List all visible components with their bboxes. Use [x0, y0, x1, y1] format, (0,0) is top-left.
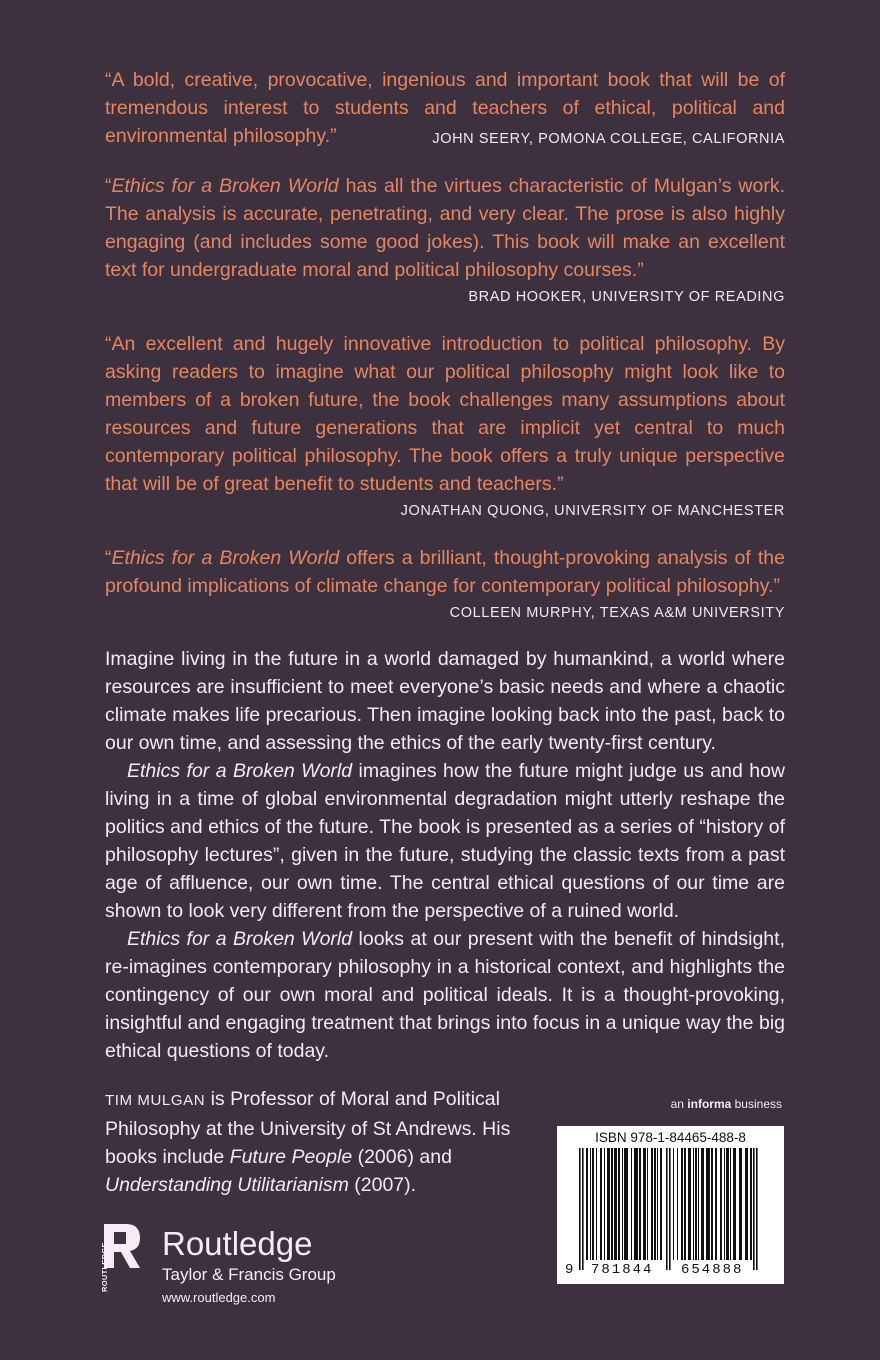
open-quote-mark: “ — [105, 175, 112, 197]
barcode-bar — [660, 1148, 662, 1260]
quote-text — [105, 172, 785, 284]
quote-seery — [105, 66, 785, 150]
author-name: TIM MULGAN — [105, 1092, 206, 1109]
routledge-logo-icon — [100, 1222, 144, 1294]
isbn-label: ISBN 978-1-84465-488-8 — [595, 1130, 746, 1145]
barcode-bar — [634, 1148, 638, 1260]
informa-prefix: an — [670, 1097, 688, 1111]
barcode-bar — [745, 1148, 748, 1260]
barcode-guard-bar — [582, 1148, 584, 1270]
barcode-bar — [677, 1148, 678, 1260]
review-quotes — [105, 66, 785, 646]
bio-text: (2006) and — [352, 1146, 452, 1168]
barcode-bar — [611, 1148, 613, 1260]
barcode-bar — [639, 1148, 641, 1260]
book-title: Ethics for a Broken World — [111, 547, 340, 569]
barcode-bar — [607, 1148, 610, 1260]
barcode-bar — [586, 1148, 588, 1260]
barcode-guard-bar — [753, 1148, 755, 1270]
book-title: Ethics for a Broken World — [127, 928, 353, 950]
quote-text — [105, 66, 785, 150]
logo-lettering: ROUTLEDGE — [100, 1242, 109, 1292]
book-title: Ethics for a Broken World — [111, 175, 339, 197]
barcode-bar — [643, 1148, 646, 1260]
barcode-bar — [624, 1148, 628, 1260]
author-bio — [105, 1085, 545, 1199]
barcode-bar — [651, 1148, 653, 1260]
publisher-group: Taylor & Francis Group — [162, 1265, 336, 1284]
bio-text: is Professor of Moral and Political Philosophy at the University of St Andrews. His books include — [105, 1088, 511, 1168]
barcode-bars-icon — [563, 1148, 778, 1270]
barcode-bar — [724, 1148, 725, 1260]
barcode-bar — [750, 1148, 752, 1260]
barcode-guard-bar — [666, 1148, 668, 1270]
barcode-bar — [706, 1148, 710, 1260]
description-paragraph-2 — [105, 757, 785, 925]
barcode-bar — [726, 1148, 729, 1260]
publisher-logo-block — [100, 1222, 400, 1305]
barcode-bar — [596, 1148, 597, 1260]
author-bio-text — [105, 1085, 545, 1199]
quote-source: JONATHAN QUONG, UNIVERSITY OF MANCHESTER — [400, 503, 785, 519]
barcode-digit-group-2: 654888 — [681, 1262, 744, 1278]
barcode-bar — [592, 1148, 594, 1260]
publisher-url: www.routledge.com — [162, 1290, 276, 1305]
barcode-guard-bar — [756, 1148, 758, 1270]
barcode-digits — [557, 1262, 784, 1282]
barcode-bar — [684, 1148, 686, 1260]
isbn-barcode — [557, 1126, 784, 1284]
barcode-bar — [618, 1148, 620, 1260]
informa-brand: informa — [687, 1097, 732, 1111]
quote-body: has all the virtues characteristic of Mulgan’s work. The analysis is accurate, penetrating, and very clear. The prose is also highly engaging (and includes some good jokes). This book will make an excellent text for undergraduate moral and political philosophy courses.” — [105, 175, 785, 281]
barcode-bar — [720, 1148, 722, 1260]
quote-text: “An excellent and hugely innovative introduction to political philosophy. By asking readers to imagine what our political philosophy might look like to members of a broken future, the book challenges many assumptions about resources and future generations that are implicit yet central to much contemporary political philosophy. The book offers a truly unique perspective that will be of great benefit to students and teachers.” — [105, 333, 785, 495]
barcode-bar — [688, 1148, 691, 1260]
barcode-bar — [654, 1148, 656, 1260]
barcode-bar — [590, 1148, 591, 1260]
barcode-bar — [711, 1148, 713, 1260]
barcode-bar — [604, 1148, 605, 1260]
barcode-bar — [715, 1148, 717, 1260]
barcode-bar — [600, 1148, 602, 1260]
barcode-bar — [614, 1148, 617, 1260]
paragraph-body: imagines how the future might judge us and how living in a time of global environmental degradation might utterly reshape the politics and ethics of the future. The book is presented as a series of “history of philosophy lectures”, given in the future, studying the classic texts from a past age of affluence, our own time. The central ethical questions of our time are shown to look very different from the perspective of a ruined world. — [105, 760, 785, 922]
informa-suffix: business — [731, 1097, 782, 1111]
book-title: Future People — [229, 1146, 353, 1168]
publisher-name: Routledge — [162, 1225, 313, 1262]
barcode-bar — [647, 1148, 648, 1260]
quote-body: “A bold, creative, provocative, ingenious and important book that will be of tremendous interest to students and teachers of ethical, political and environmental philosophy.” — [105, 69, 785, 147]
barcode-bar — [733, 1148, 736, 1260]
barcode-bar — [701, 1148, 704, 1260]
quote-source: COLLEEN MURPHY, TEXAS A&M UNIVERSITY — [449, 605, 785, 621]
quote-hooker — [105, 172, 785, 308]
barcode-bar — [657, 1148, 658, 1260]
barcode-bar — [698, 1148, 699, 1260]
barcode-bar — [693, 1148, 694, 1260]
quote-source: BRAD HOOKER, UNIVERSITY OF READING — [468, 289, 785, 305]
quote-source: JOHN SEERY, POMONA COLLEGE, CALIFORNIA — [432, 131, 785, 147]
book-title: Understanding Utilitarianism — [105, 1174, 349, 1196]
quote-text — [105, 544, 785, 600]
barcode-first-digit: 9 — [565, 1262, 574, 1278]
barcode-bar — [622, 1148, 623, 1260]
quote-murphy — [105, 544, 785, 624]
barcode-bar — [739, 1148, 742, 1260]
description-paragraph-1: Imagine living in the future in a world damaged by humankind, a world where resources are insufficient to meet everyone’s basic needs and where a chaotic climate makes life precarious. Then imagine looking back into the past, back to our own time, and assessing the ethics of the early twenty-first century. — [105, 648, 785, 754]
paragraph-body: looks at our present with the benefit of hindsight, re-imagines contemporary philosophy in a historical context, and highlights the contingency of our own moral and political ideals. It is a thought-provoking, insightful and engaging treatment that brings into focus in a unique way the big ethical questions of today. — [105, 928, 785, 1062]
barcode-digit-group-1: 781844 — [591, 1262, 654, 1278]
barcode-bar — [673, 1148, 674, 1260]
quote-quong — [105, 330, 785, 522]
barcode-bar — [681, 1148, 683, 1260]
quote-body: offers a brilliant, thought-provoking analysis of the profound implications of climate change for contemporary political philosophy.” — [105, 547, 785, 597]
book-description — [105, 645, 785, 1065]
description-paragraph-3 — [105, 925, 785, 1065]
barcode-bar — [695, 1148, 697, 1260]
barcode-bar — [631, 1148, 632, 1260]
bio-text: (2007). — [348, 1174, 417, 1196]
book-title: Ethics for a Broken World — [127, 760, 353, 782]
open-quote-mark: “ — [105, 547, 112, 569]
informa-business-tag — [560, 1097, 782, 1111]
barcode-guard-bar — [669, 1148, 671, 1270]
barcode-bar — [730, 1148, 731, 1260]
barcode-guard-bar — [579, 1148, 581, 1270]
